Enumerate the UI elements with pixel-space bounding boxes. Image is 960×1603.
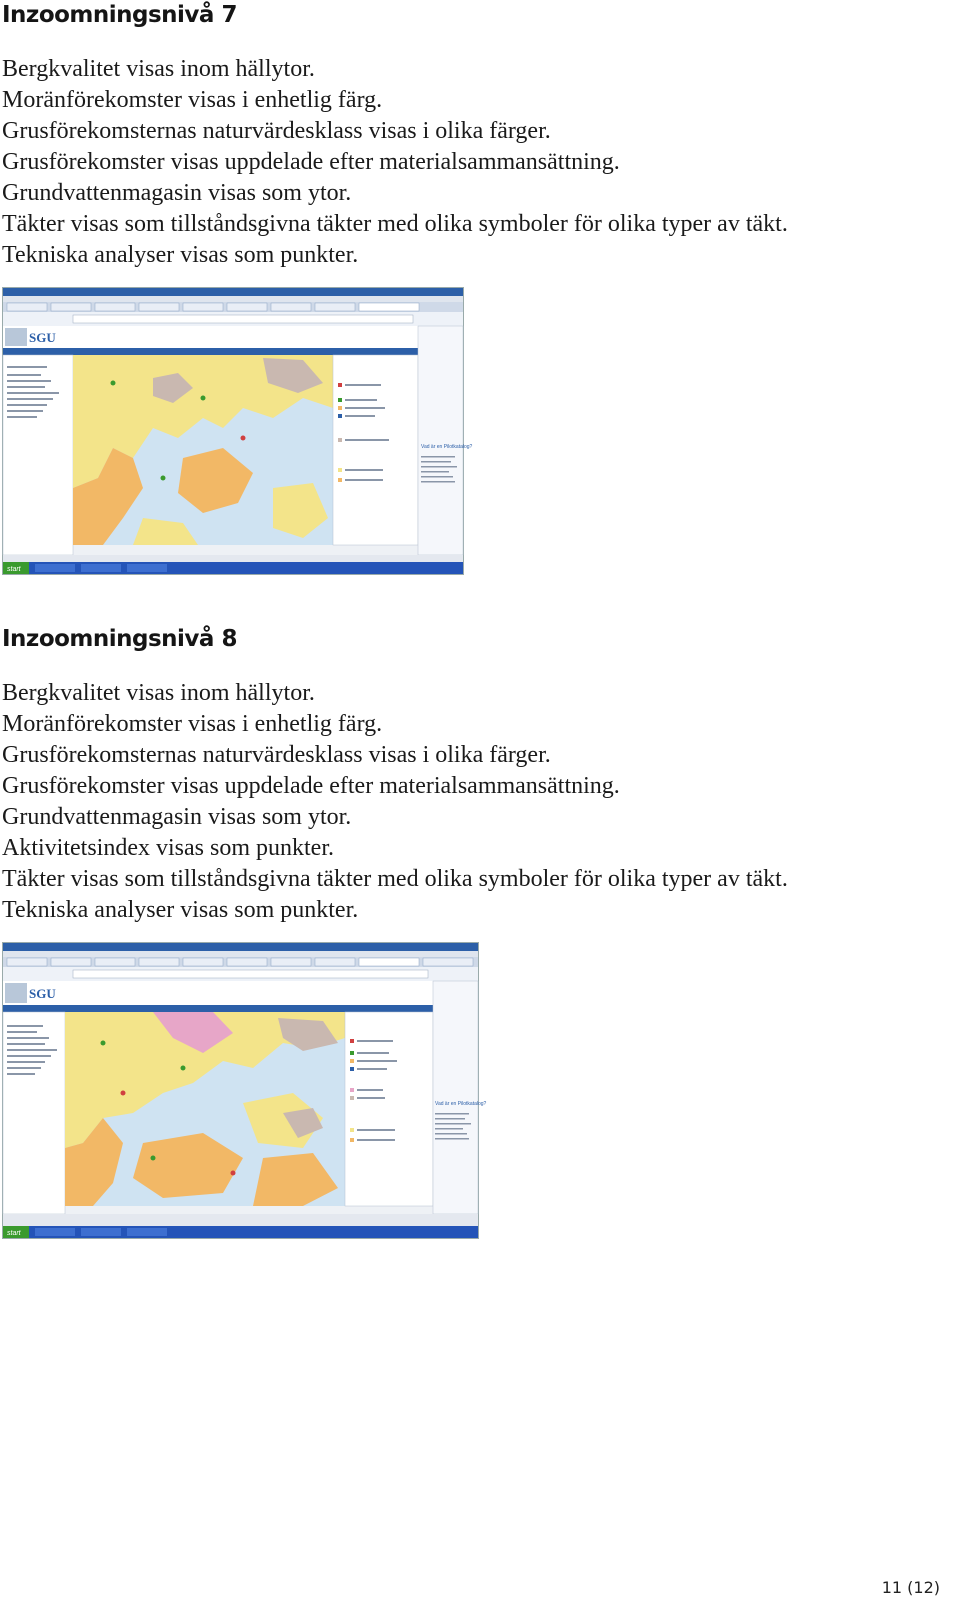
description-line: Grusförekomster visas uppdelade efter materialsammansättning. <box>2 773 620 799</box>
page-number: 11 (12) <box>881 1578 940 1597</box>
window-title-bar <box>3 288 463 296</box>
sgu-logo: SGU <box>29 986 56 1001</box>
description-line: Moränförekomster visas i enhetlig färg. <box>2 711 383 737</box>
description-line: Moränförekomster visas i enhetlig färg. <box>2 87 383 113</box>
map-screenshot-image <box>3 288 473 574</box>
window-title-bar <box>3 943 478 951</box>
menu-bar <box>3 951 478 957</box>
legend-panel <box>333 355 418 545</box>
section-heading-level-8: Inzoomningsnivå 8 <box>2 626 237 652</box>
section-1-description <box>2 54 788 271</box>
svg-text:start: start <box>7 1230 21 1237</box>
help-sidebar <box>433 981 478 1214</box>
sgu-logo: SGU <box>29 330 56 345</box>
description-line: Grusförekomsternas naturvärdesklass visas i olika färger. <box>2 742 551 768</box>
description-line: Tekniska analyser visas som punkter. <box>2 242 359 268</box>
help-title: Vad är en Pilotkatalog? <box>421 444 473 450</box>
layer-panel <box>3 355 73 555</box>
description-line: Grundvattenmagasin visas som ytor. <box>2 180 352 206</box>
help-sidebar <box>418 326 463 555</box>
description-line: Bergkvalitet visas inom hällytor. <box>2 56 315 82</box>
description-line: Täkter visas som tillståndsgivna täkter med olika symboler för olika typer av täkt. <box>2 211 788 237</box>
layer-panel <box>3 1012 65 1214</box>
description-line: Grusförekomsternas naturvärdesklass visas i olika färger. <box>2 118 551 144</box>
description-line: Bergkvalitet visas inom hällytor. <box>2 680 315 706</box>
help-title: Vad är en Pilotkatalog? <box>435 1101 487 1107</box>
description-line: Täkter visas som tillståndsgivna täkter med olika symboler för olika typer av täkt. <box>2 866 788 892</box>
map-screenshot-image <box>3 943 487 1238</box>
description-line: Grundvattenmagasin visas som ytor. <box>2 804 352 830</box>
section-heading-level-7: Inzoomningsnivå 7 <box>2 2 237 28</box>
description-line: Grusförekomster visas uppdelade efter materialsammansättning. <box>2 149 620 175</box>
map-screenshot-level-8 <box>2 942 487 1239</box>
section-2-description <box>2 678 788 926</box>
map-screenshot-level-7 <box>2 287 473 575</box>
description-line: Aktivitetsindex visas som punkter. <box>2 835 334 861</box>
description-line: Tekniska analyser visas som punkter. <box>2 897 359 923</box>
menu-bar <box>3 296 463 302</box>
svg-text:start: start <box>7 566 21 573</box>
